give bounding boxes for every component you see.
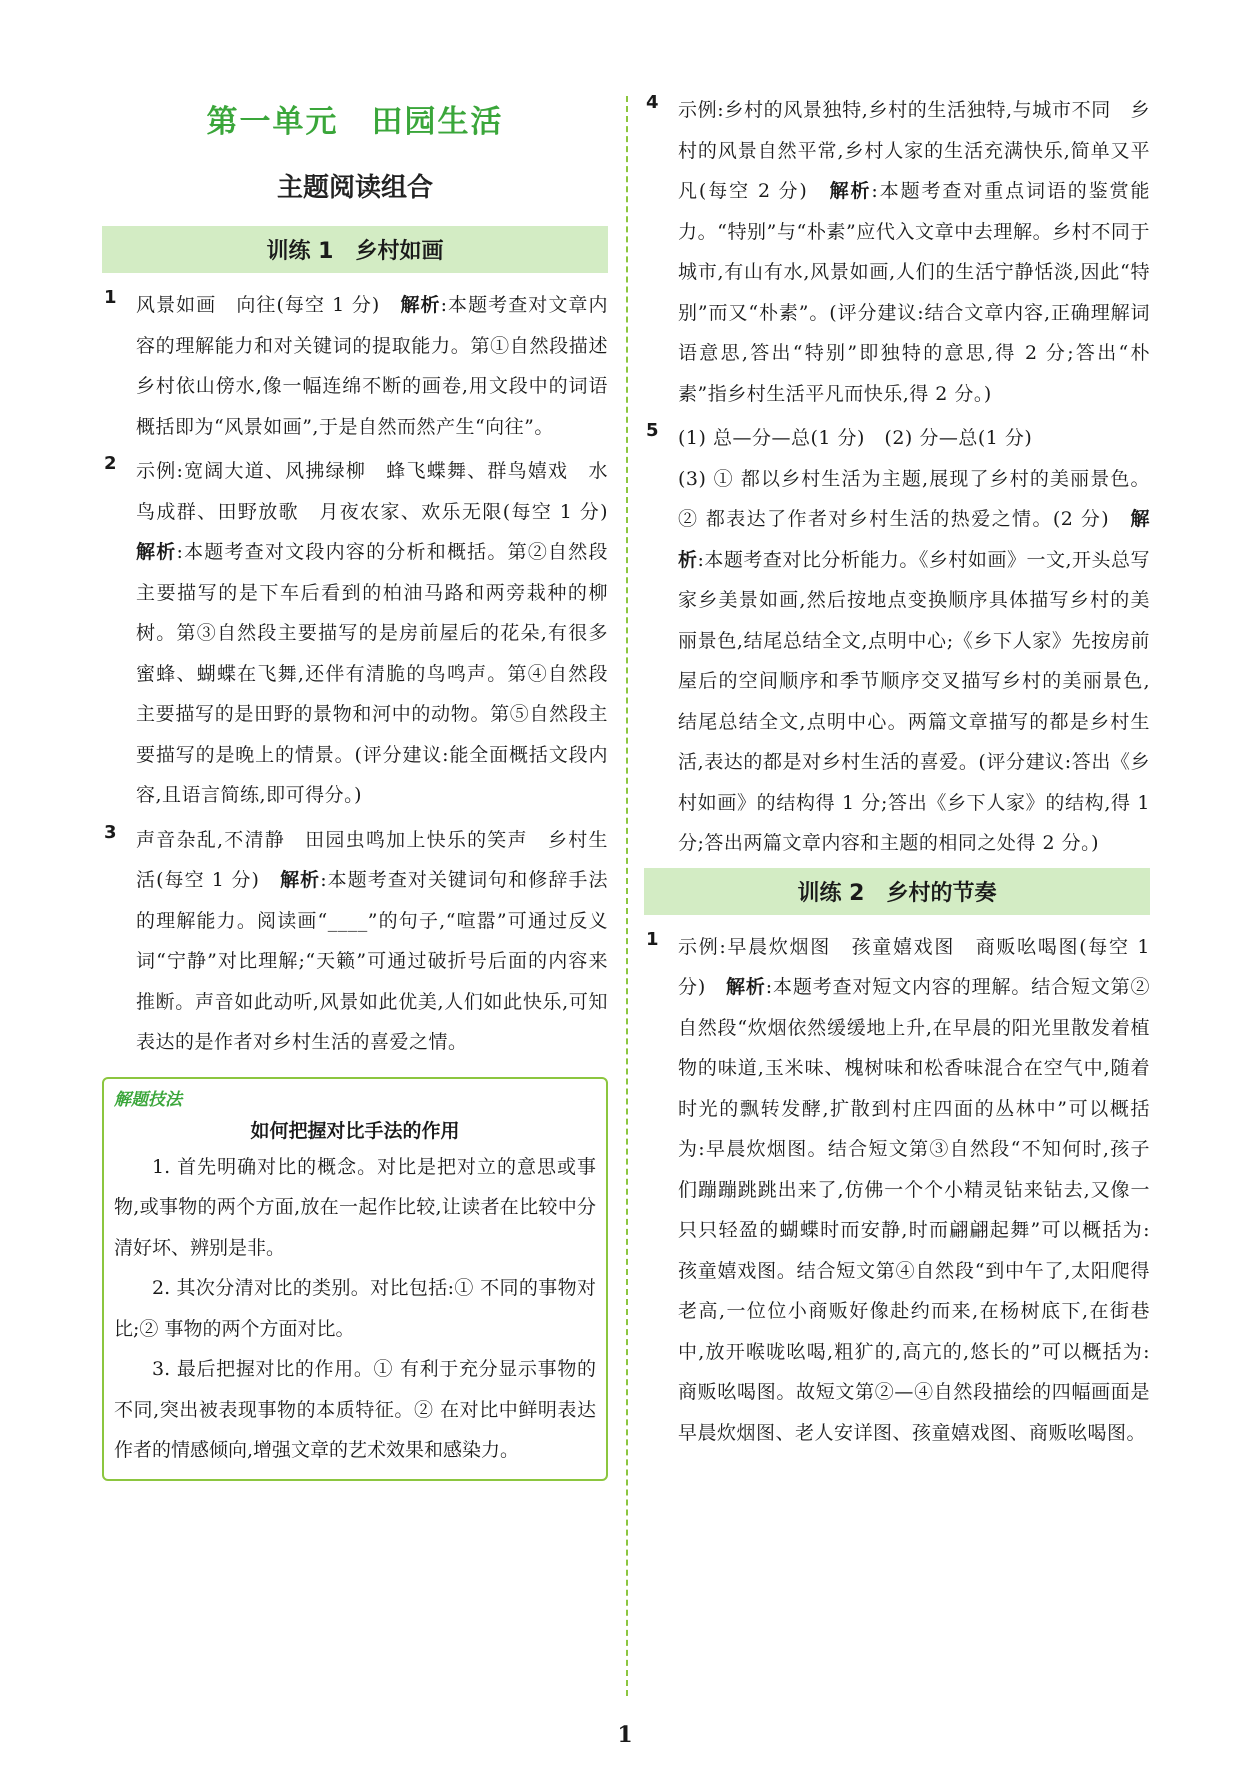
tips-paragraph-2: 2. 其次分清对比的类别。对比包括:① 不同的事物对比;② 事物的两个方面对比。 (114, 1277, 596, 1340)
tips-paragraph-3: 3. 最后把握对比的作用。① 有利于充分显示事物的不同,突出被表现事物的本质特征。② 在对比中鲜明表达作者的情感倾向,增强文章的艺术效果和感染力。 (114, 1358, 596, 1461)
left-column (102, 90, 608, 1481)
scoring-note: (评分建议:能全面概括文段内容,且语言简练,即可得分。) (136, 743, 608, 806)
question-number: 1 (104, 287, 117, 308)
section-title: 主题阅读组合 (276, 173, 433, 203)
answer-line-1: (1) 总—分—总(1 分) (2) 分—总(1 分) (678, 427, 1033, 449)
question-number: 4 (646, 92, 659, 113)
analysis-label: 解析 (726, 976, 766, 998)
question-4 (644, 90, 1150, 414)
analysis-text: :本题考查对比分析能力。《乡村如画》一文,开头总写家乡美景如画,然后按地点变换顺序具体描写乡村的美丽景色,结尾总结全文,点明中心;《乡下人家》先按房前屋后的空间顺序和季节顺序交叉描写乡村的美丽景色,结尾总结全文,点明中心。两篇文章描写的都是乡村生活,表达的都是对乡村生活的喜爱。 (678, 548, 1150, 773)
answer-text: (3) ① 都以乡村生活为主题,展现了乡村的美丽景色。② 都表达了作者对乡村生活的热爱之情。(2 分) (678, 467, 1150, 530)
training-2-question-1 (644, 927, 1150, 1454)
analysis-text: :本题考查对关键词句和修辞手法的理解能力。阅读画“____”的句子,“喧嚣”可通过反义词“宁静”对比理解;“天籁”可通过破折号后面的内容来推断。声音如此动听,风景如此优美,人们如此快乐,可知表达的是作者对乡村生活的喜爱之情。 (136, 869, 608, 1053)
tips-label: 解题技法 (114, 1089, 182, 1110)
right-column (644, 90, 1150, 1457)
page-number: 1 (617, 1722, 633, 1748)
question-number: 2 (104, 453, 117, 474)
unit-title: 第一单元 田园生活 (206, 104, 504, 140)
training-2-header: 训练 2 乡村的节奏 (644, 868, 1150, 915)
answer-text: 示例:早晨炊烟图 孩童嬉戏图 商贩吆喝图(每空 1 分) (678, 935, 1150, 998)
analysis-text: :本题考查对重点词语的鉴赏能力。“特别”与“朴素”应代入文章中去理解。乡村不同于城市,有山有水,风景如画,人们的生活宁静恬淡,因此“特别”而又“朴素”。 (678, 180, 1151, 324)
analysis-label: 解析 (829, 180, 872, 202)
question-2 (102, 451, 608, 816)
analysis-text: :本题考查对文段内容的分析和概括。第②自然段主要描写的是下车后看到的柏油马路和两旁栽种的柳树。第③自然段主要描写的是房前屋后的花朵,有很多蜜蜂、蝴蝶在飞舞,还伴有清脆的鸟鸣声。第④自然段主要描写的是田野的景物和河中的动物。第⑤自然段主要描写的是晚上的情景。 (136, 541, 608, 766)
analysis-text: :本题考查对文章内容的理解能力和对关键词的提取能力。第①自然段描述乡村依山傍水,像一幅连绵不断的画卷,用文段中的词语概括即为“风景如画”,于是自然而然产生“向往”。 (136, 294, 608, 438)
analysis-label: 解析 (280, 869, 321, 891)
analysis-label: 解析 (400, 294, 441, 316)
tips-title: 如何把握对比手法的作用 (250, 1119, 460, 1142)
tips-paragraph-1: 1. 首先明确对比的概念。对比是把对立的意思或事物,或事物的两个方面,放在一起作比较,让读者在比较中分清好坏、辨别是非。 (114, 1155, 596, 1259)
training-1-header: 训练 1 乡村如画 (102, 226, 608, 273)
question-number: 3 (104, 821, 117, 843)
question-5 (644, 418, 1150, 864)
tips-box (102, 1077, 608, 1481)
scoring-note: (评分建议:答出《乡村如画》的结构得 1 分;答出《乡下人家》的结构,得 1 分;答出两篇文章内容和主题的相同之处得 2 分。) (678, 751, 1150, 854)
analysis-label: 解析 (678, 508, 1150, 571)
scoring-note: (评分建议:结合文章内容,正确理解词语意思,答出“特别”即独特的意思,得 2 分;答出“朴素”指乡村生活平凡而快乐,得 2 分。) (678, 301, 1151, 405)
column-divider (626, 96, 628, 1696)
analysis-label: 解析 (136, 541, 177, 563)
answer-text: 示例:乡村的风景独特,乡村的生活独特,与城市不同 乡村的风景自然平常,乡村人家的生活充满快乐,简单又平凡(每空 2 分) (678, 99, 1150, 202)
analysis-text: :本题考查对短文内容的理解。结合短文第②自然段“炊烟依然缓缓地上升,在早晨的阳光里散发着植物的味道,玉米味、槐树味和松香味混合在空气中,随着时光的飘转发酵,扩散到村庄四面的丛林中”可以概括为:早晨炊烟图。结合短文第③自然段“不知何时,孩子们蹦蹦跳跳出来了,仿佛一个个小精灵钻来钻去,又像一只只轻盈的蝴蝶时而安静,时而翩翩起舞”可以概括为:孩童嬉戏图。结合短文第④自然段“到中午了,太阳爬得老高,一位位小商贩好像赴约而来,在杨树底下,在街巷中,放开喉咙吆喝,粗犷的,高亢的,悠长的”可以概括为:商贩吆喝图。故短文第②—④自然段描绘的四幅画面是早晨炊烟图、老人安详图、孩童嬉戏图、商贩吆喝图。 (678, 976, 1150, 1444)
question-number: 5 (646, 420, 659, 441)
answer-text: 声音杂乱,不清静 田园虫鸣加上快乐的笑声 乡村生活(每空 1 分) (136, 828, 608, 891)
question-1 (102, 285, 608, 447)
question-number: 1 (646, 928, 659, 950)
answer-text: 风景如画 向往(每空 1 分) (136, 294, 380, 316)
question-3 (102, 820, 608, 1063)
answer-text: 示例:宽阔大道、风拂绿柳 蜂飞蝶舞、群鸟嬉戏 水鸟成群、田野放歌 月夜农家、欢乐无限(每空 1 分) (136, 460, 608, 523)
